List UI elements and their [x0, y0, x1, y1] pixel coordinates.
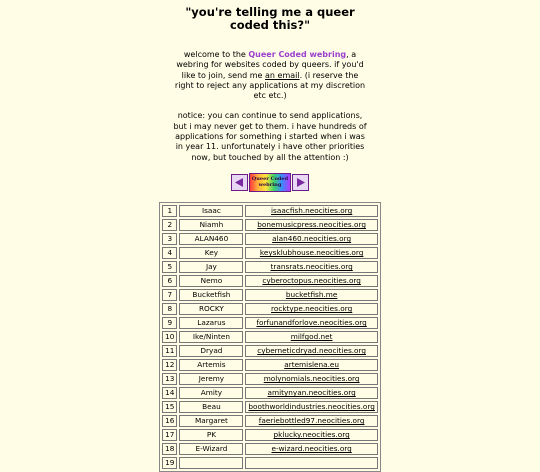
member-name: Margaret: [179, 415, 243, 427]
member-site-cell: [245, 429, 377, 441]
intro-suffix: . (i reserve the right to reject any applications at my discretion etc etc.): [174, 70, 366, 101]
notice-paragraph: notice: you can continue to send applications, but i may never get to them. i have hundreds of applications for something i started when i was in year 11. unfortunately i have other priorities now, but touched by all the attention :): [173, 111, 367, 162]
member-site-link[interactable]: molynomials.neocities.org: [263, 374, 360, 384]
member-site-link[interactable]: boothworldindustries.neocities.org: [248, 402, 375, 412]
member-site-cell: [245, 261, 377, 273]
member-name: PK: [179, 429, 243, 441]
table-row: [162, 415, 378, 427]
member-site-cell: [245, 275, 377, 287]
arrow-left-icon: [234, 177, 245, 188]
table-row: [162, 387, 378, 399]
member-site-link[interactable]: forfunandforlove.neocities.org: [256, 318, 367, 328]
member-site-cell: [245, 219, 377, 231]
member-number: 11: [162, 345, 177, 357]
member-site-cell: [245, 289, 377, 301]
intro-prefix: welcome to the: [183, 50, 249, 59]
member-name: Artemis: [179, 359, 243, 371]
member-site-link[interactable]: transrats.neocities.org: [270, 262, 353, 272]
member-number: 7: [162, 289, 177, 301]
member-site-cell: [245, 359, 377, 371]
table-row: [162, 247, 378, 259]
member-name: Ike/Ninten: [179, 331, 243, 343]
member-site-cell: [245, 415, 377, 427]
member-site-cell: [245, 247, 377, 259]
member-site-link[interactable]: bucketfish.me: [285, 290, 338, 300]
table-row: [162, 317, 378, 329]
webring-name: Queer Coded webring: [248, 50, 347, 59]
member-site-cell: [245, 387, 377, 399]
member-name: E-Wizard: [179, 443, 243, 455]
table-row: [162, 429, 378, 441]
member-site-link[interactable]: milfgod.net: [290, 332, 333, 342]
table-row: [162, 219, 378, 231]
member-site-link[interactable]: keysklubhouse.neocities.org: [259, 248, 364, 258]
table-row: [162, 331, 378, 343]
member-name: [179, 457, 243, 469]
member-site-cell: [245, 401, 377, 413]
member-site-cell: [245, 317, 377, 329]
member-number: 19: [162, 457, 177, 469]
webring-nav: [172, 173, 368, 192]
intro-paragraph: [172, 50, 368, 101]
member-site-link[interactable]: faeriebottled97.neocities.org: [258, 416, 365, 426]
prev-button[interactable]: [231, 174, 248, 191]
intro-middle: , a webring for websites coded by queers. if you'd like to join, send me: [176, 50, 364, 80]
table-row: [162, 289, 378, 301]
member-site-link[interactable]: bonemusicpress.neocities.org: [257, 220, 367, 230]
table-row: [162, 345, 378, 357]
table-row: [162, 233, 378, 245]
member-number: 16: [162, 415, 177, 427]
member-site-cell: [245, 331, 377, 343]
member-name: Jay: [179, 261, 243, 273]
member-site-cell: [245, 345, 377, 357]
page-title: "you're telling me a queer coded this?": [185, 5, 355, 32]
member-name: Jeremy: [179, 373, 243, 385]
member-number: 5: [162, 261, 177, 273]
table-row: [162, 359, 378, 371]
member-site-cell: [245, 443, 377, 455]
table-row: [162, 373, 378, 385]
table-row: [162, 261, 378, 273]
member-name: Bucketfish: [179, 289, 243, 301]
member-name: ROCKY: [179, 303, 243, 315]
table-row: [162, 401, 378, 413]
member-number: 3: [162, 233, 177, 245]
member-number: 18: [162, 443, 177, 455]
page-container: [172, 0, 368, 192]
webring-badge-label: Queer Coded webring: [251, 176, 289, 189]
member-number: 12: [162, 359, 177, 371]
member-site-cell: [245, 373, 377, 385]
member-site-cell: [245, 457, 377, 469]
member-name: Niamh: [179, 219, 243, 231]
member-site-link[interactable]: pklucky.neocities.org: [273, 430, 350, 440]
member-name: Isaac: [179, 205, 243, 217]
member-name: Nemo: [179, 275, 243, 287]
member-number: 9: [162, 317, 177, 329]
member-number: 6: [162, 275, 177, 287]
member-site-link[interactable]: isaacfish.neocities.org: [271, 206, 353, 216]
member-number: 8: [162, 303, 177, 315]
member-name: Beau: [179, 401, 243, 413]
member-number: 15: [162, 401, 177, 413]
table-row: [162, 205, 378, 217]
member-site-link[interactable]: alan460.neocities.org: [272, 234, 352, 244]
email-link[interactable]: an email: [265, 70, 300, 80]
webring-badge[interactable]: [249, 173, 291, 192]
next-button[interactable]: [292, 174, 309, 191]
members-table: [159, 202, 381, 472]
member-name: Key: [179, 247, 243, 259]
member-site-link[interactable]: cyberoctopus.neocities.org: [262, 276, 361, 286]
table-row: [162, 457, 378, 469]
member-number: 17: [162, 429, 177, 441]
member-name: ALAN460: [179, 233, 243, 245]
member-site-cell: [245, 233, 377, 245]
members-table-body: [162, 205, 378, 469]
member-number: 2: [162, 219, 177, 231]
table-row: [162, 275, 378, 287]
member-name: Lazarus: [179, 317, 243, 329]
member-site-link[interactable]: artemislena.eu: [284, 360, 340, 370]
member-number: 10: [162, 331, 177, 343]
member-number: 14: [162, 387, 177, 399]
member-number: 13: [162, 373, 177, 385]
member-name: Amity: [179, 387, 243, 399]
member-site-cell: [245, 205, 377, 217]
member-site-link[interactable]: rocktype.neocities.org: [271, 304, 353, 314]
member-site-link[interactable]: amitynyan.neocities.org: [267, 388, 356, 398]
member-name: Dryad: [179, 345, 243, 357]
member-site-cell: [245, 303, 377, 315]
member-number: 1: [162, 205, 177, 217]
table-row: [162, 303, 378, 315]
table-row: [162, 443, 378, 455]
member-site-link[interactable]: cyberneticdryad.neocities.org: [257, 346, 367, 356]
member-number: 4: [162, 247, 177, 259]
arrow-right-icon: [295, 177, 306, 188]
member-site-link[interactable]: e-wizard.neocities.org: [271, 444, 352, 454]
